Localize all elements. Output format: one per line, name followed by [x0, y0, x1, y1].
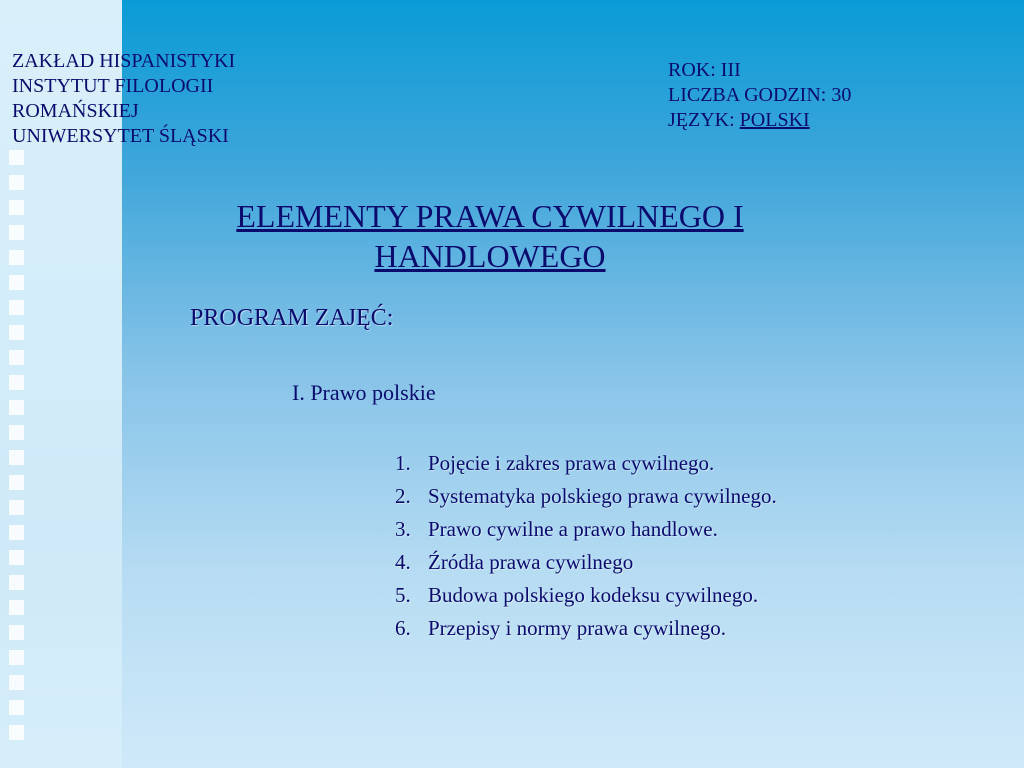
decorative-square [9, 250, 24, 265]
list-item [395, 480, 777, 513]
decorative-square [9, 400, 24, 415]
list-item [395, 579, 777, 612]
department-line: INSTYTUT FILOLOGII [12, 75, 214, 97]
decorative-square [9, 275, 24, 290]
program-heading: PROGRAM ZAJĘĆ: [190, 305, 394, 331]
decorative-square [9, 450, 24, 465]
list-item [395, 447, 777, 480]
course-language-label: JĘZYK: [668, 109, 740, 131]
section-heading: I. Prawo polskie [292, 380, 436, 405]
decorative-square [9, 700, 24, 715]
decorative-square [9, 650, 24, 665]
list-item-text: Pojęcie i zakres prawa cywilnego. [428, 451, 715, 475]
decorative-square [9, 475, 24, 490]
course-year: ROK: III [668, 59, 741, 81]
decorative-square [9, 725, 24, 740]
course-info-block [668, 58, 968, 133]
list-item [395, 546, 777, 579]
course-language [668, 108, 968, 133]
decorative-square [9, 625, 24, 640]
course-language-value: POLSKI [739, 109, 810, 131]
department-line: UNIWERSYTET ŚLĄSKI [12, 125, 229, 147]
decorative-square [9, 600, 24, 615]
list-item-text: Prawo cywilne a prawo handlowe. [428, 517, 718, 541]
decorative-squares [9, 150, 25, 750]
page-title [190, 196, 790, 276]
course-hours: LICZBA GODZIN: 30 [668, 84, 852, 106]
list-item [395, 513, 777, 546]
decorative-square [9, 150, 24, 165]
decorative-square [9, 175, 24, 190]
decorative-square [9, 550, 24, 565]
decorative-square [9, 325, 24, 340]
list-item-text: Źródła prawa cywilnego [428, 550, 634, 574]
department-line: ZAKŁAD HISPANISTYKI [12, 50, 236, 72]
decorative-square [9, 225, 24, 240]
title-line-1: ELEMENTY PRAWA CYWILNEGO I [236, 198, 744, 234]
list-item-number: 6. [395, 616, 411, 640]
list-item-text: Systematyka polskiego prawa cywilnego. [428, 484, 777, 508]
decorative-square [9, 425, 24, 440]
decorative-square [9, 200, 24, 215]
department-line: ROMAŃSKIEJ [12, 100, 139, 122]
decorative-square [9, 300, 24, 315]
decorative-square [9, 500, 24, 515]
list-item-number: 2. [395, 484, 411, 508]
decorative-square [9, 575, 24, 590]
topic-list [395, 447, 777, 645]
list-item-number: 3. [395, 517, 411, 541]
decorative-square [9, 675, 24, 690]
list-item-number: 5. [395, 583, 411, 607]
list-item-text: Budowa polskiego kodeksu cywilnego. [428, 583, 759, 607]
list-item-text: Przepisy i normy prawa cywilnego. [428, 616, 727, 640]
department-block [12, 49, 312, 149]
decorative-square [9, 350, 24, 365]
decorative-square [9, 375, 24, 390]
list-item-number: 1. [395, 451, 411, 475]
list-item-number: 4. [395, 550, 411, 574]
decorative-square [9, 525, 24, 540]
list-item [395, 612, 777, 645]
title-line-2: HANDLOWEGO [374, 238, 606, 274]
